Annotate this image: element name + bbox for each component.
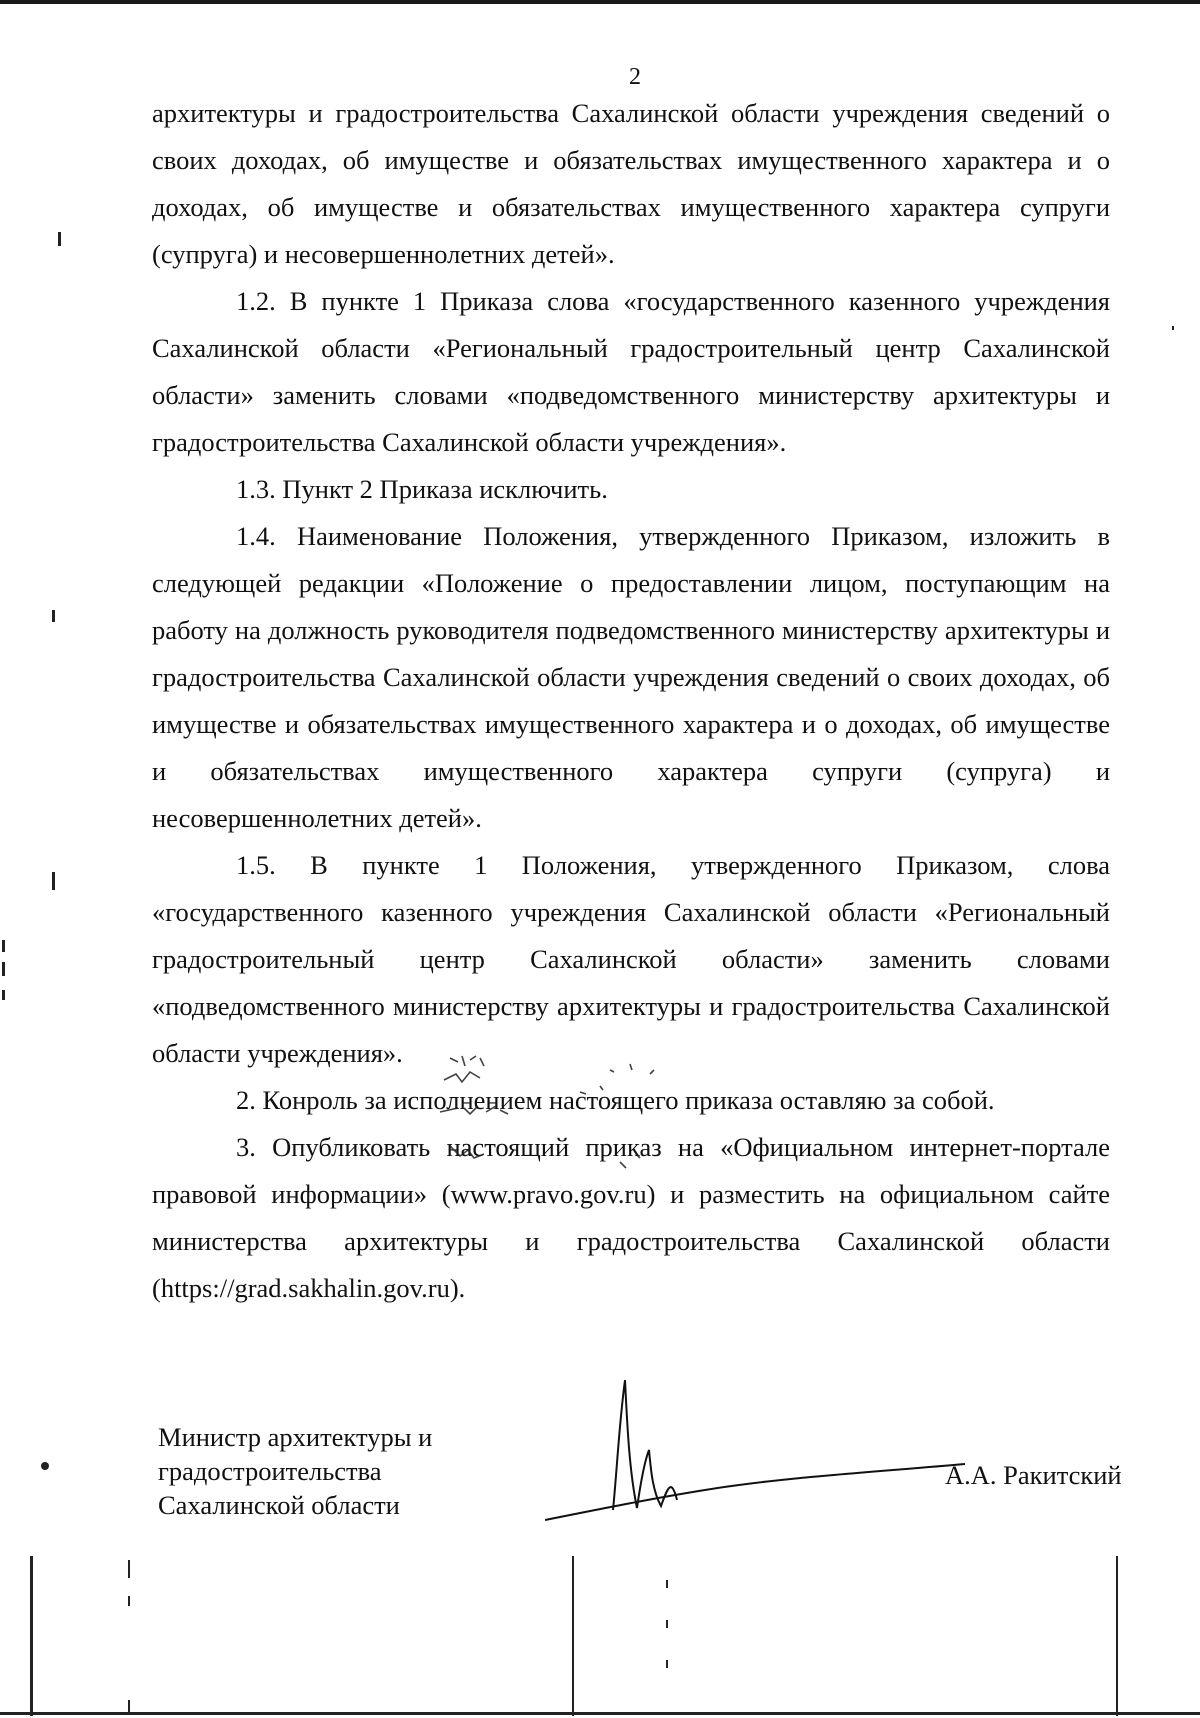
paragraph-continuation: архитектуры и градостроительства Сахалинской области учреждения сведений о своих доходах, об имуществе и обязательствах имущественного характера и о доходах, об имуществе и обязательствах имущественного характера супруги (супруга) и несовершеннолетних детей». (152, 98, 1110, 269)
position-line: градостроительства (158, 1456, 382, 1486)
paragraph-2: 2. Конроль за исполнением настоящего приказа оставляю за собой. (236, 1085, 995, 1115)
paragraph-1-5: 1.5. В пункте 1 Положения, утвержденного Приказом, слова «государственного казенного учреждения Сахалинской области «Региональный градостроительный центр Сахалинской области» заменить словами «подведомственного министерству архитектуры и градостроительства Сахалинской области учреждения». (152, 850, 1110, 1068)
paragraph-3: 3. Опубликовать настоящий приказ на «Официальном интернет-портале правовой информации» (www.pravo.gov.ru) и разместить на официальном сайте министерства архитектуры и градостроительства Сахалинской области (https://grad.sakhalin.gov.ru). (152, 1132, 1110, 1303)
scan-bottom-border (0, 1712, 1200, 1715)
position-line: Сахалинской области (158, 1490, 400, 1520)
paragraph-1-2: 1.2. В пункте 1 Приказа слова «государственного казенного учреждения Сахалинской области «Региональный градостроительный центр Сахалинской области» заменить словами «подведомственного министерству архитектуры и градостроительства Сахалинской области учреждения». (152, 286, 1110, 457)
paragraph-1-3: 1.3. Пункт 2 Приказа исключить. (236, 474, 608, 504)
paragraph-1-4: 1.4. Наименование Положения, утвержденного Приказом, изложить в следующей редакции «Положение о предоставлении лицом, поступающим на работу на должность руководителя подведомственного министерству архитектуры и градостроительства Сахалинской области учреждения сведений о своих доходах, об имуществе и обязательствах имущественного характера и о доходах, об имуществе и обязательствах имущественного характера супруги (супруга) и несовершеннолетних детей». (152, 521, 1110, 833)
page-number: 2 (629, 64, 641, 90)
position-line: Министр архитектуры и (158, 1422, 433, 1452)
signatory-name: А.А. Ракитский (945, 1460, 1122, 1490)
